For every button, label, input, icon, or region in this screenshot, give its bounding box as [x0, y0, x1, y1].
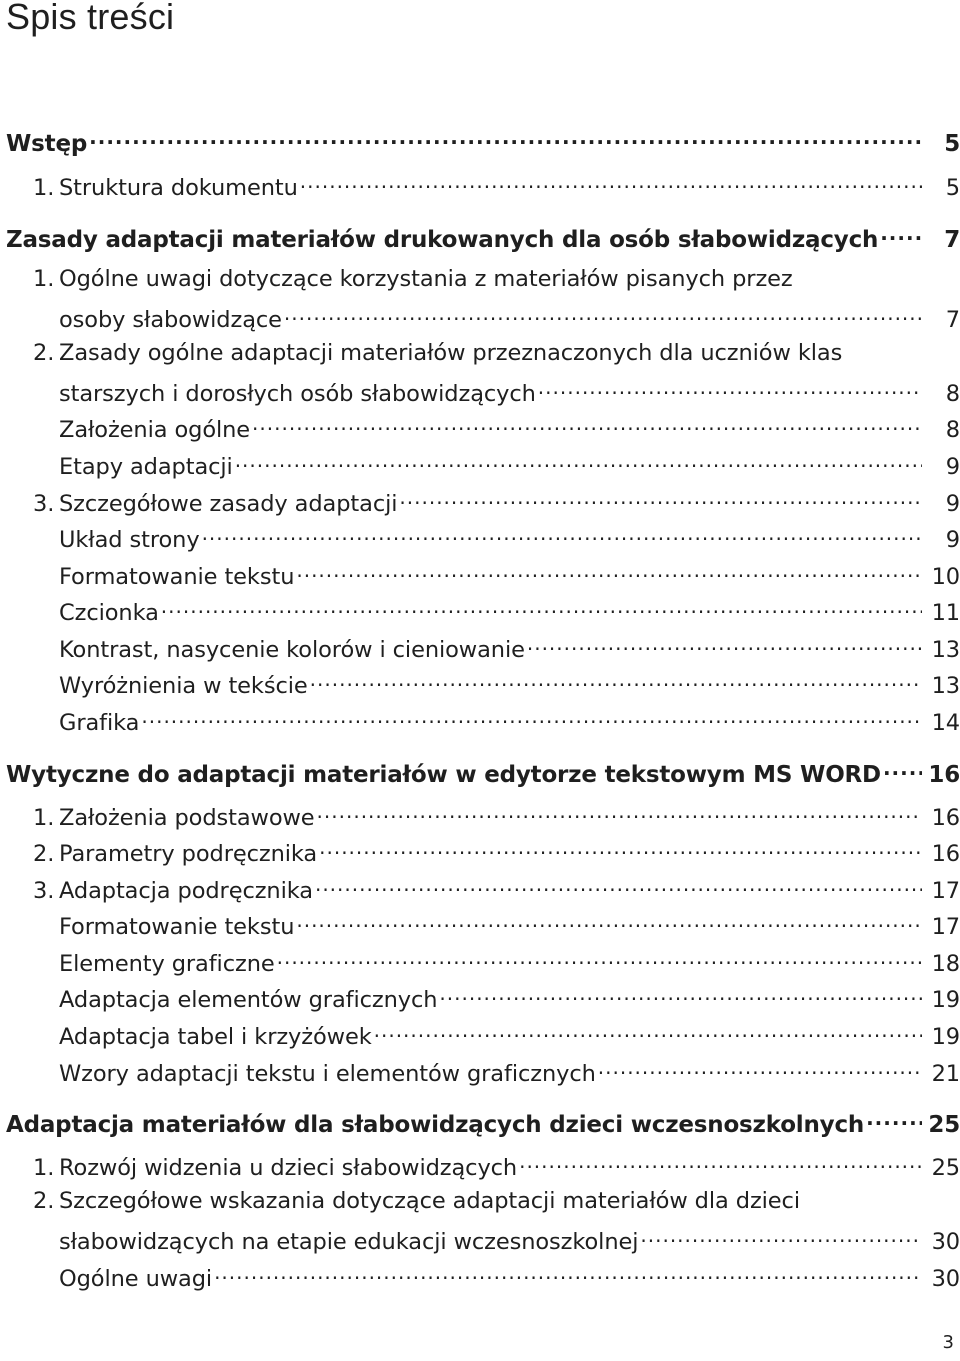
- toc-entry[interactable]: [0, 706, 960, 744]
- toc-entry[interactable]: [0, 1262, 960, 1300]
- toc-page-number: 9: [945, 454, 960, 480]
- toc-entry-title: Czcionka: [59, 600, 159, 626]
- toc-entry[interactable]: [0, 413, 960, 451]
- toc-entry[interactable]: [0, 1188, 960, 1264]
- toc-entry[interactable]: [0, 910, 960, 948]
- dot-leader: [277, 947, 922, 971]
- toc-entry[interactable]: [0, 340, 960, 416]
- toc-page-number: 9: [945, 491, 960, 517]
- toc-page-number: 19: [931, 987, 960, 1013]
- toc-entry[interactable]: [0, 874, 960, 912]
- toc-entry-title: Formatowanie tekstu: [59, 914, 295, 940]
- toc-entry-title: Wstęp: [6, 131, 88, 157]
- toc-entry[interactable]: [0, 837, 960, 875]
- toc-entry-number: 1.: [33, 266, 55, 292]
- dot-leader: [527, 633, 922, 657]
- dot-leader: [439, 983, 922, 1007]
- toc-entry-title-continued: osoby słabowidzące: [59, 307, 282, 333]
- toc-page-number: 16: [928, 762, 960, 788]
- toc-entry-title: Założenia ogólne: [59, 417, 251, 443]
- toc-entry-wstep[interactable]: [0, 127, 960, 165]
- dot-leader: [598, 1057, 922, 1081]
- toc-entry-title: Grafika: [59, 710, 140, 736]
- toc-entry[interactable]: [0, 487, 960, 525]
- toc-entry-title: Ogólne uwagi: [59, 1266, 213, 1292]
- dot-leader: [880, 223, 922, 247]
- toc-entry-number: 2.: [33, 340, 55, 366]
- toc-page-number: 19: [931, 1024, 960, 1050]
- toc-page-number: 17: [931, 914, 960, 940]
- toc-entry-title-continued: starszych i dorosłych osób słabowidzących: [59, 381, 536, 407]
- toc-entry[interactable]: [0, 266, 960, 342]
- toc-entry-title: Adaptacja podręcznika: [59, 878, 313, 904]
- toc-entry-number: 3.: [33, 878, 55, 904]
- toc-entry-title: Szczegółowe zasady adaptacji: [59, 491, 398, 517]
- toc-page-number: 17: [931, 878, 960, 904]
- toc-page-number: 5: [945, 175, 960, 201]
- toc-entry-title: Parametry podręcznika: [59, 841, 318, 867]
- toc-entry-title: Zasady adaptacji materiałów drukowanych dla osób słabowidzących: [6, 227, 879, 253]
- toc-entry-title: Wytyczne do adaptacji materiałów w edytorze tekstowym MS WORD: [6, 762, 881, 788]
- toc-entry-title: Rozwój widzenia u dzieci słabowidzących: [59, 1155, 518, 1181]
- toc-page-number: 18: [931, 951, 960, 977]
- toc-page-number: 7: [944, 227, 960, 253]
- toc-entry-title: Formatowanie tekstu: [59, 564, 295, 590]
- dot-leader: [235, 450, 922, 474]
- dot-leader: [883, 758, 922, 782]
- dot-leader: [161, 596, 922, 620]
- toc-entry-title: Etapy adaptacji: [59, 454, 233, 480]
- toc-page-number: 30: [931, 1229, 960, 1255]
- toc-entry-number: 2.: [33, 1188, 55, 1214]
- page-title: Spis treści: [6, 0, 175, 37]
- toc-page-number: 25: [931, 1155, 960, 1181]
- toc-page-number: 30: [931, 1266, 960, 1292]
- toc-entry-title: Założenia podstawowe: [59, 805, 315, 831]
- toc-page-number: 10: [931, 564, 960, 590]
- toc-entry[interactable]: [0, 171, 960, 209]
- dot-leader: [141, 706, 922, 730]
- toc-page-number: 8: [945, 381, 960, 407]
- toc-entry-number: 1.: [33, 805, 55, 831]
- dot-leader: [319, 837, 922, 861]
- toc-page-number: 21: [931, 1061, 960, 1087]
- dot-leader: [252, 413, 922, 437]
- toc-entry[interactable]: [0, 596, 960, 634]
- toc-entry-number: 2.: [33, 841, 55, 867]
- dot-leader: [296, 560, 922, 584]
- toc-entry[interactable]: [0, 669, 960, 707]
- toc-entry-title: Adaptacja elementów graficznych: [59, 987, 438, 1013]
- toc-page-number: 5: [944, 131, 960, 157]
- toc-entry-section[interactable]: [0, 1108, 960, 1146]
- dot-leader: [284, 303, 922, 327]
- toc-entry-title-continued: słabowidzących na etapie edukacji wczesnoszkolnej: [59, 1229, 639, 1255]
- dot-leader: [310, 669, 922, 693]
- toc-page-number: 25: [928, 1112, 960, 1138]
- toc-entry[interactable]: [0, 1020, 960, 1058]
- toc-entry[interactable]: [0, 523, 960, 561]
- toc-page-number: 14: [931, 710, 960, 736]
- toc-page-number: 16: [931, 841, 960, 867]
- toc-entry-title: Układ strony: [59, 527, 200, 553]
- toc-entry-title: Elementy graficzne: [59, 951, 275, 977]
- toc-page-number: 7: [945, 307, 960, 333]
- toc-entry-section[interactable]: [0, 223, 960, 261]
- toc-entry[interactable]: [0, 560, 960, 598]
- dot-leader: [202, 523, 922, 547]
- toc-entry[interactable]: [0, 801, 960, 839]
- toc-entry-title: Ogólne uwagi dotyczące korzystania z materiałów pisanych przez: [59, 266, 793, 292]
- toc-entry[interactable]: [0, 633, 960, 671]
- toc-page-number: 16: [931, 805, 960, 831]
- toc-page-number: 8: [945, 417, 960, 443]
- toc-entry[interactable]: [0, 983, 960, 1021]
- toc-entry-number: 1.: [33, 175, 55, 201]
- toc-entry[interactable]: [0, 1057, 960, 1095]
- dot-leader: [300, 171, 922, 195]
- dot-leader: [214, 1262, 922, 1286]
- dot-leader: [866, 1108, 922, 1132]
- toc-entry[interactable]: [0, 450, 960, 488]
- toc-entry-section[interactable]: [0, 758, 960, 796]
- toc-page-number: 9: [945, 527, 960, 553]
- toc-entry-title: Zasady ogólne adaptacji materiałów przeznaczonych dla uczniów klas: [59, 340, 843, 366]
- toc-entry-title: Wzory adaptacji tekstu i elementów graficznych: [59, 1061, 596, 1087]
- toc-entry-title: Kontrast, nasycenie kolorów i cieniowanie: [59, 637, 525, 663]
- toc-page-number: 13: [931, 673, 960, 699]
- dot-leader: [296, 910, 922, 934]
- dot-leader: [317, 801, 922, 825]
- toc-entry-number: 1.: [33, 1155, 55, 1181]
- dot-leader: [374, 1020, 922, 1044]
- toc-entry-title: Adaptacja materiałów dla słabowidzących dzieci wczesnoszkolnych: [6, 1112, 865, 1138]
- toc-page-number: 13: [931, 637, 960, 663]
- toc-entry-title: Struktura dokumentu: [59, 175, 298, 201]
- dot-leader: [519, 1151, 922, 1175]
- toc-entry[interactable]: [0, 947, 960, 985]
- toc-entry-title: Szczegółowe wskazania dotyczące adaptacji materiałów dla dzieci: [59, 1188, 800, 1214]
- dot-leader: [640, 1225, 922, 1249]
- dot-leader: [89, 127, 922, 151]
- dot-leader: [399, 487, 922, 511]
- toc-page-number: 11: [931, 600, 960, 626]
- toc-entry-number: 3.: [33, 491, 55, 517]
- toc-entry[interactable]: [0, 1151, 960, 1189]
- toc-entry-title: Wyróżnienia w tekście: [59, 673, 308, 699]
- page-number: 3: [942, 1332, 954, 1353]
- dot-leader: [538, 377, 922, 401]
- toc-entry-title: Adaptacja tabel i krzyżówek: [59, 1024, 372, 1050]
- dot-leader: [315, 874, 922, 898]
